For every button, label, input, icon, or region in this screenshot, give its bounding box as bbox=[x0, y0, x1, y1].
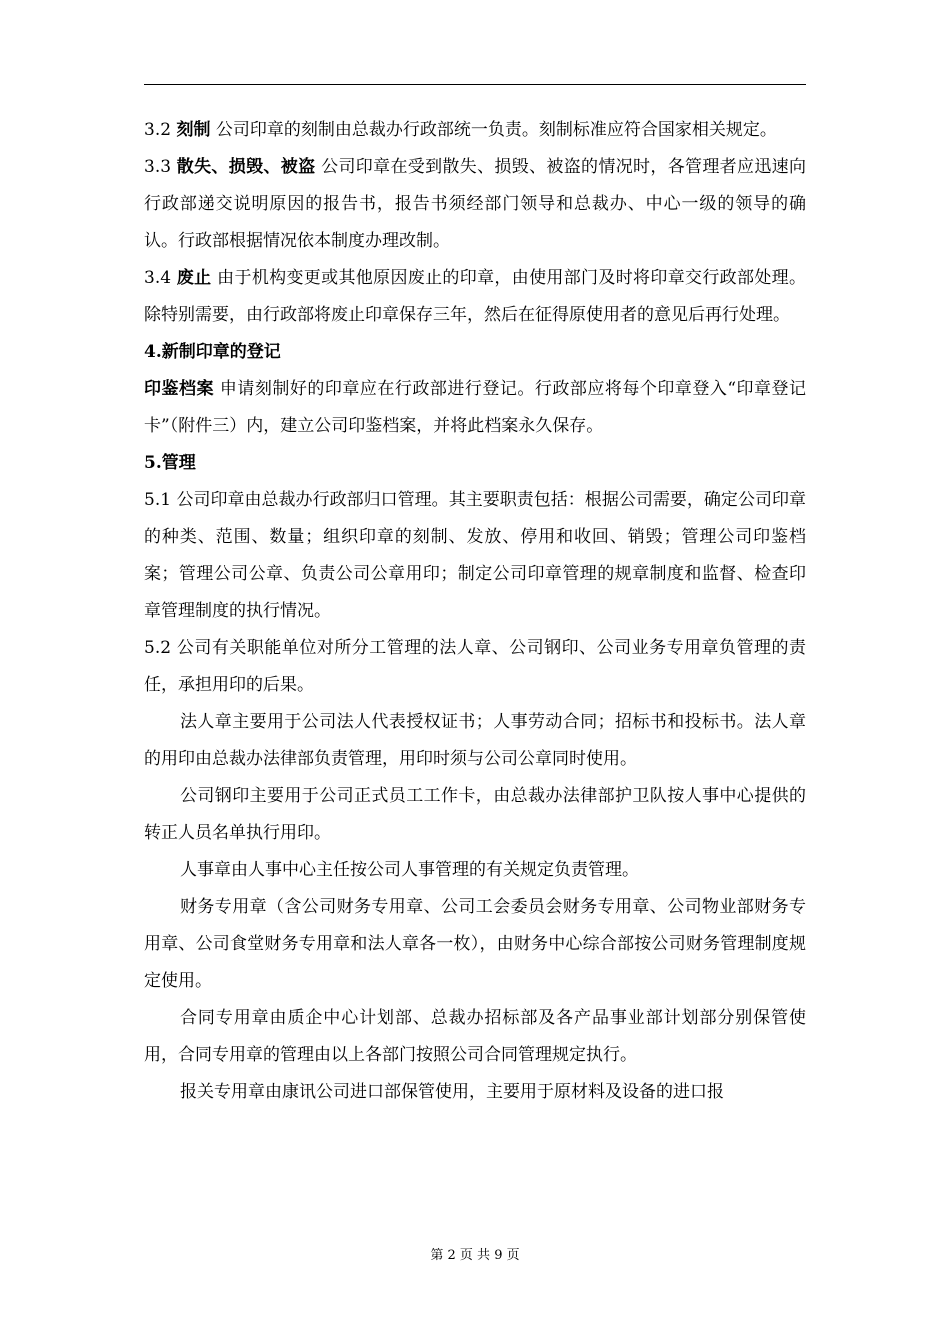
section-heading-4: 4.新制印章的登记 bbox=[144, 342, 281, 362]
paragraph-3-4: 3.4 废止 由于机构变更或其他原因废止的印章，由使用部门及时将印章交行政部处理。除特别需要，由行政部将废止印章保存三年，然后在征得原使用者的意见后再行处理。 bbox=[144, 268, 806, 325]
paragraph-customs-seal: 报关专用章由康讯公司进口部保管使用，主要用于原材料及设备的进口报 bbox=[180, 1082, 724, 1102]
term-engrave: 刻制 bbox=[176, 120, 211, 140]
paragraph-seal-archive: 印鉴档案 申请刻制好的印章应在行政部进行登记。行政部应将每个印章登入“印章登记卡”（附件三）内，建立公司印鉴档案，并将此档案永久保存。 bbox=[144, 379, 807, 436]
paragraph-legal-seal: 法人章主要用于公司法人代表授权证书；人事劳动合同；招标书和投标书。法人章的用印由总裁办法律部负责管理，用印时须与公司公章同时使用。 bbox=[144, 712, 806, 769]
paragraph-5-1: 5.1 公司印章由总裁办行政部归口管理。其主要职责包括：根据公司需要，确定公司印章的种类、范围、数量；组织印章的刻制、发放、停用和收回、销毁；管理公司印鉴档案；管理公司公章、负责公司公章用印；制定公司印章管理的规章制度和监督、检查印章管理制度的执行情况。 bbox=[144, 490, 806, 621]
paragraph-steel-seal: 公司钢印主要用于公司正式员工工作卡，由总裁办法律部护卫队按人事中心提供的转正人员名单执行用印。 bbox=[144, 786, 806, 843]
paragraph-finance-seal: 财务专用章（含公司财务专用章、公司工会委员会财务专用章、公司物业部财务专用章、公司食堂财务专用章和法人章各一枚），由财务中心综合部按公司财务管理制度规定使用。 bbox=[144, 897, 806, 991]
paragraph-hr-seal: 人事章由人事中心主任按公司人事管理的有关规定负责管理。 bbox=[180, 860, 639, 880]
section-heading-5: 5.管理 bbox=[144, 453, 196, 473]
paragraph-contract-seal: 合同专用章由质企中心计划部、总裁办招标部及各产品事业部计划部分别保管使用，合同专用章的管理由以上各部门按照公司合同管理规定执行。 bbox=[144, 1008, 806, 1065]
term-lost-damaged-stolen: 散失、损毁、被盗 bbox=[176, 157, 316, 177]
paragraph-5-2: 5.2 公司有关职能单位对所分工管理的法人章、公司钢印、公司业务专用章负管理的责任，承担用印的后果。 bbox=[144, 638, 806, 695]
page-footer: 第 2 页 共 9 页 bbox=[430, 1248, 520, 1263]
paragraph-3-2: 3.2 刻制 公司印章的刻制由总裁办行政部统一负责。刻制标准应符合国家相关规定。 bbox=[144, 120, 777, 140]
term-abolish: 废止 bbox=[176, 268, 212, 288]
document-body bbox=[144, 112, 806, 1111]
paragraph-3-3: 3.3 散失、损毁、被盗 公司印章在受到散失、损毁、被盗的情况时，各管理者应迅速向行政部递交说明原因的报告书，报告书须经部门领导和总裁办、中心一级的领导的确认。行政部根据情况依本制度办理改制。 bbox=[144, 157, 806, 251]
header-rule bbox=[144, 84, 806, 85]
term-seal-archive: 印鉴档案 bbox=[144, 379, 214, 399]
